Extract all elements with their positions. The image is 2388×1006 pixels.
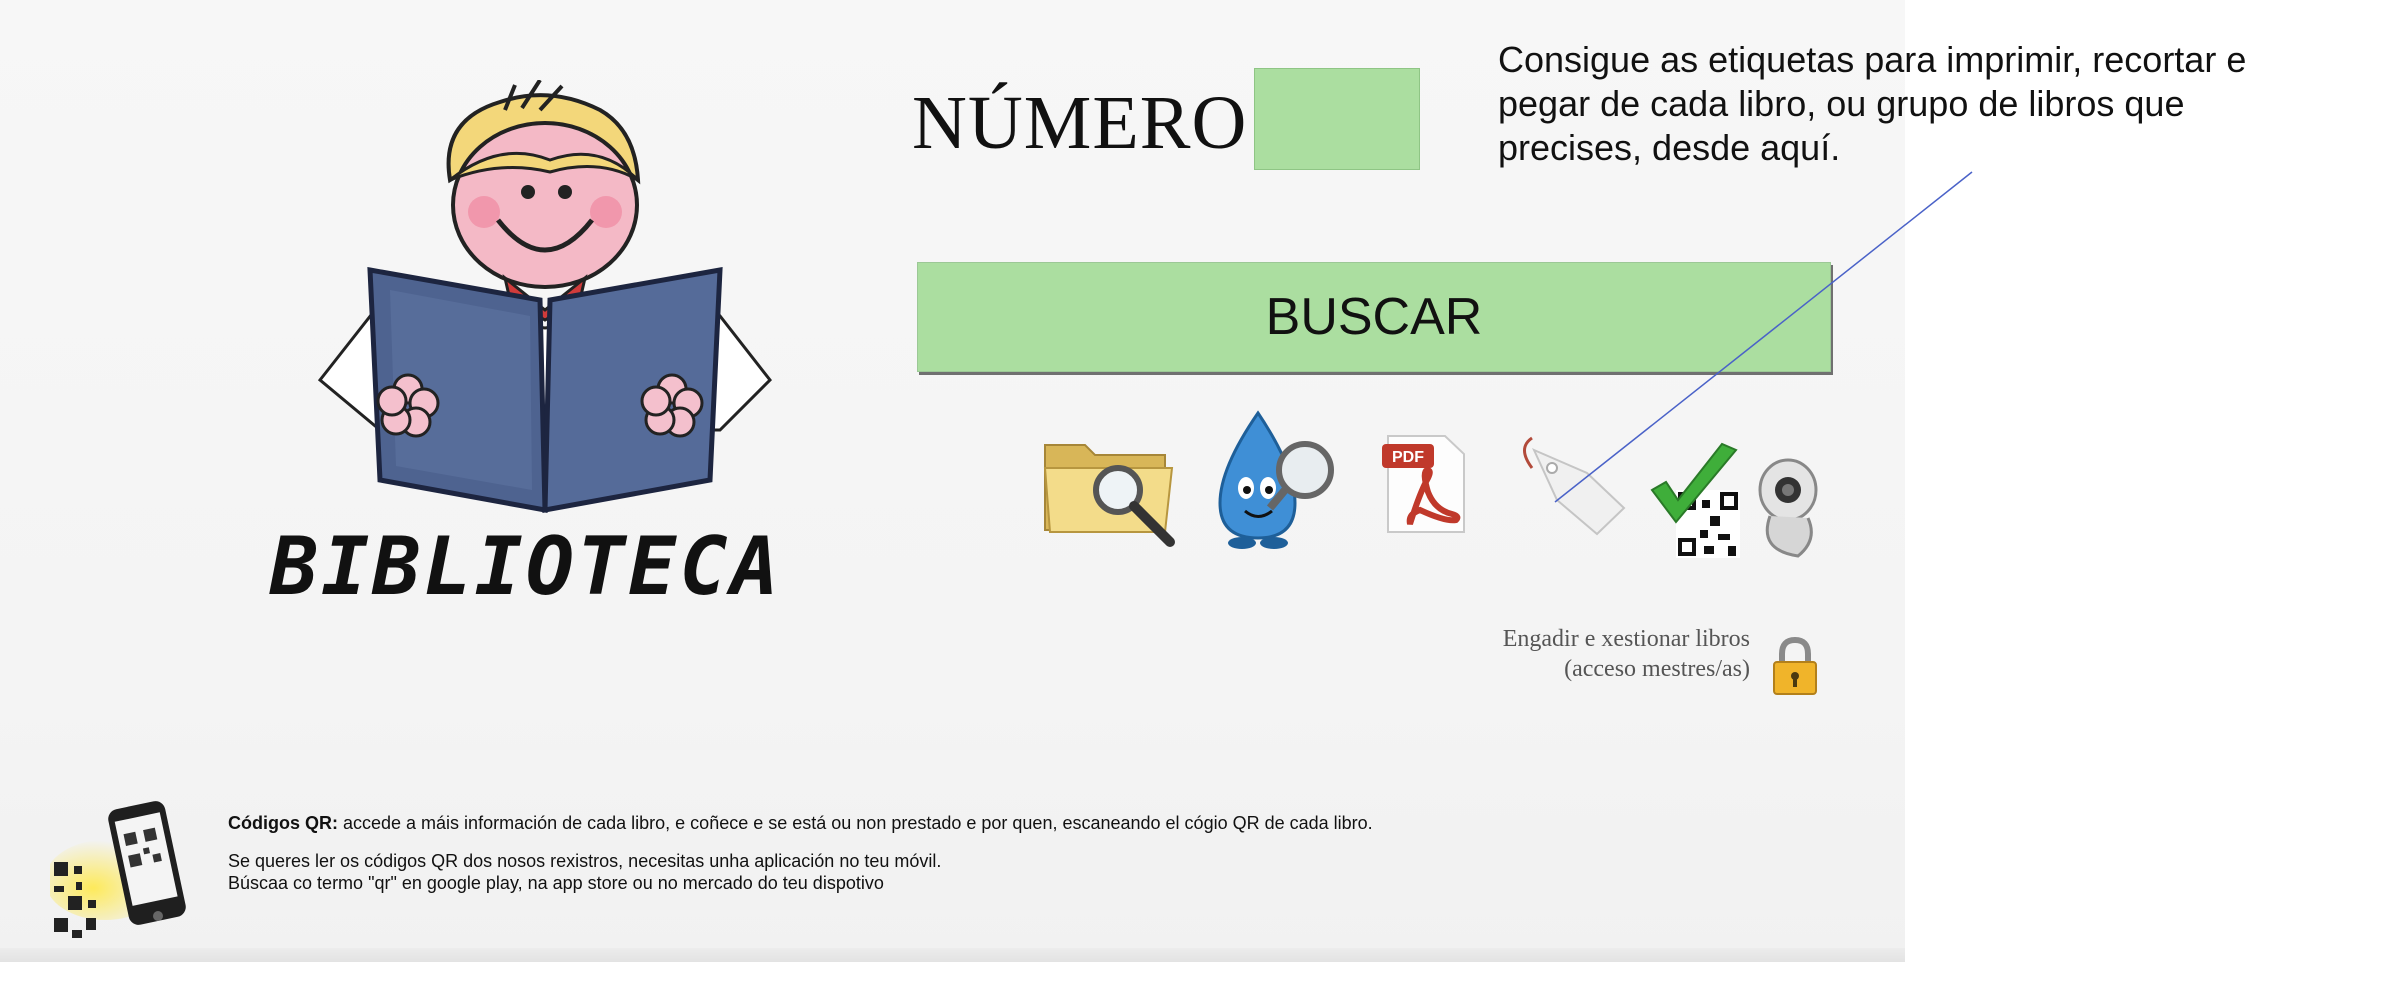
qr-check-webcam-icon[interactable] [1648, 430, 1823, 570]
number-label: NÚMERO [912, 81, 1248, 165]
qr-info-line-1 [228, 812, 1828, 834]
phone-qr-icon [50, 800, 200, 950]
pdf-icon[interactable] [1380, 432, 1470, 537]
pdf-label: PDF [1392, 449, 1424, 466]
water-drop-magnifier-icon[interactable] [1210, 408, 1340, 553]
panel-bottom-edge [0, 948, 1905, 962]
tag-label-icon[interactable] [1512, 428, 1632, 538]
lock-icon[interactable] [1772, 636, 1818, 701]
qr-info-line-2: Se queres ler os códigos QR dos nosos rexistros, necesitas unha aplicación no teu móvil. [228, 851, 942, 871]
qr-info-line-3: Búscaa co termo "qr" en google play, na app store ou no mercado do teu dispotivo [228, 873, 884, 893]
library-title: BIBLIOTECA [270, 520, 782, 613]
admin-line-2: (acceso mestres/as) [1564, 656, 1750, 682]
folder-search-icon[interactable] [1040, 420, 1185, 550]
library-logo-illustration [300, 80, 780, 540]
labels-annotation: Consigue as etiquetas para imprimir, recortar e pegar de cada libro, ou grupo de libros que precises, desde aquí. [1498, 39, 2247, 168]
qr-info-text [228, 812, 1828, 894]
qr-info-description: accede a máis información de cada libro, e coñece e se está ou non prestado e por quen, escaneando el cógio QR de cada libro. [338, 813, 1373, 833]
admin-line-1: Engadir e xestionar libros [1502, 626, 1750, 652]
admin-link[interactable] [1440, 624, 1750, 684]
qr-info-heading: Códigos QR: [228, 813, 338, 833]
number-input[interactable] [1254, 68, 1420, 170]
search-button[interactable]: BUSCAR [917, 262, 1831, 372]
